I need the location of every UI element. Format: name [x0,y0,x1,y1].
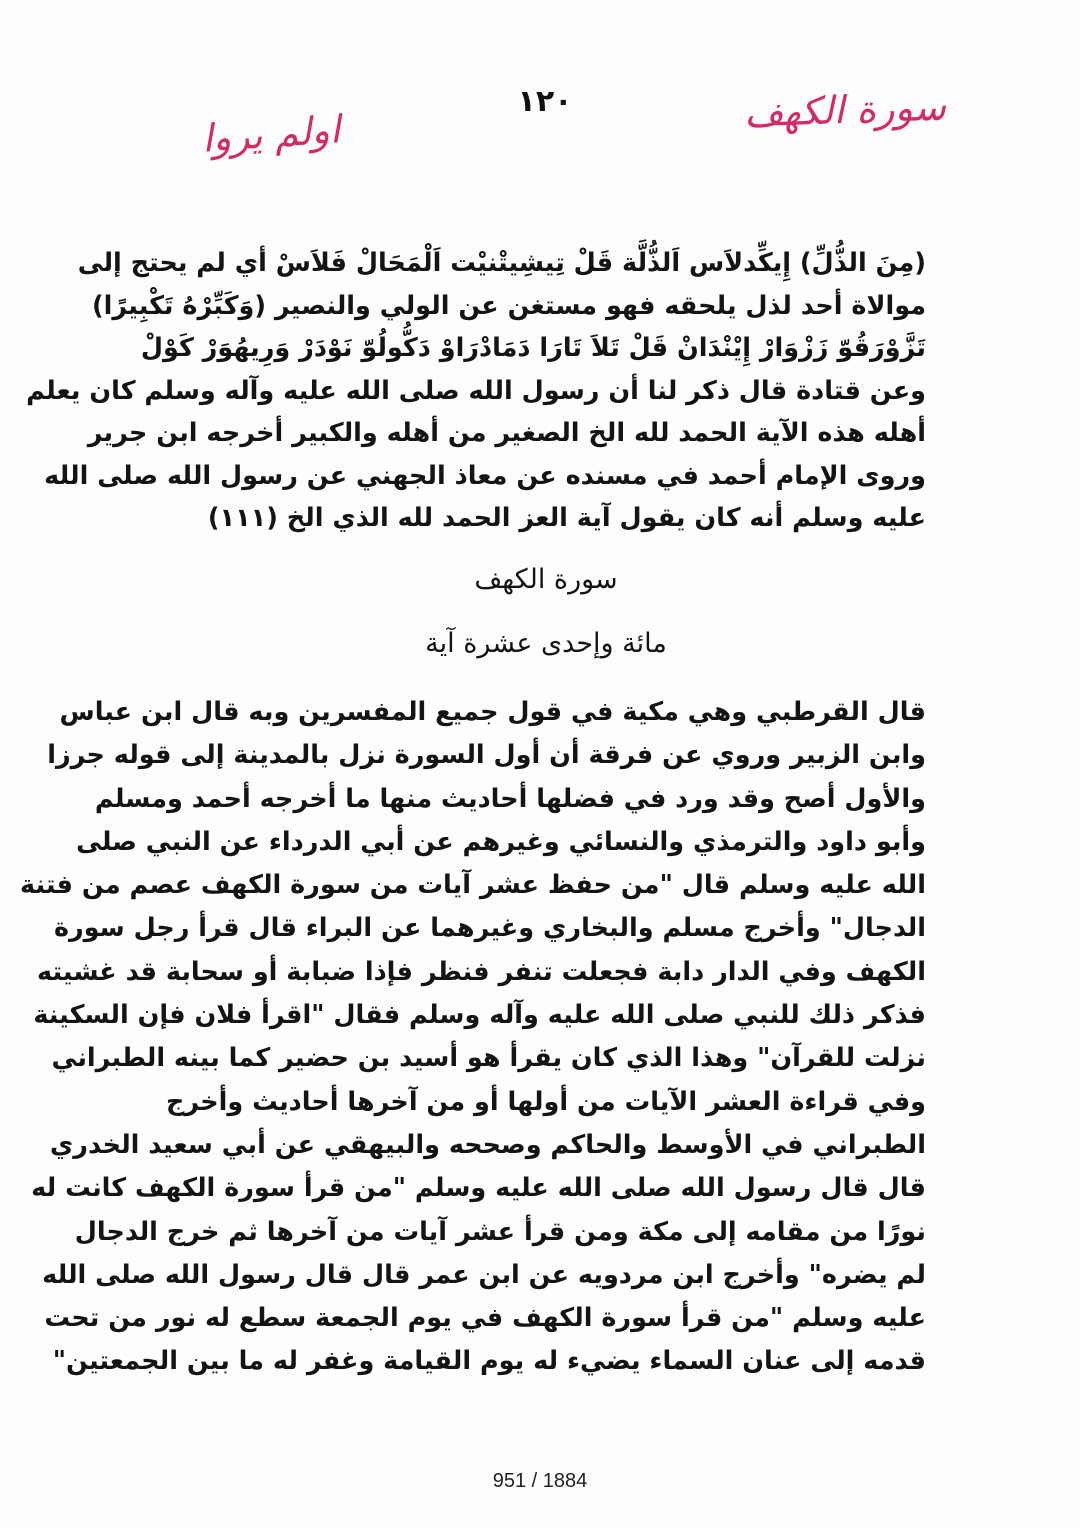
text-line: نزلت للقرآن" وهذا الذي كان يقرأ هو أسيد بن حضير كما بينه الطبراني [51,1043,926,1074]
text-line: الله عليه وسلم قال "من حفظ عشر آيات من سورة الكهف عصم من فتنة [20,870,926,901]
pagination-indicator: 951 / 1884 [492,1470,588,1492]
text-line: عليه وسلم أنه كان يقول آية العز الحمد لله الذي الخ (١١١) [207,503,926,533]
text-line: الدجال" وأخرج مسلم والبخاري وغيرهما عن البراء قال قرأ رجل سورة [53,913,926,944]
surah-heading: سورة الكهف [474,564,618,595]
text-line: لم يضره" وأخرج ابن مردويه عن ابن عمر قال قال رسول الله صلى الله [42,1259,926,1290]
text-line: قال القرطبي وهي مكية في قول جميع المفسرين وبه قال ابن عباس [59,697,926,727]
text-line: وروى الإمام أحمد في مسنده عن معاذ الجهني عن رسول الله صلى الله [44,460,926,491]
text-line: فذكر ذلك للنبي صلى الله عليه وآله وسلم فقال "اقرأ فلان فإن السكينة [33,1000,926,1031]
text-line: قال قال رسول الله صلى الله عليه وسلم "من قرأ سورة الكهف كانت له [31,1173,926,1204]
text-line: وأبو داود والترمذي والنسائي وغيرهم عن أبي الدرداء عن النبي صلى [76,826,926,857]
text-line: وعن قتادة قال ذكر لنا أن رسول الله صلى الله عليه وآله وسلم كان يعلم [26,375,926,406]
text-line: الكهف وفي الدار دابة فجعلت تنفر فنظر فإذا ضبابة أو سحابة قد غشيته [37,956,926,987]
text-block-surah-intro [20,691,926,1384]
text-block-previous-surah [26,242,926,540]
verse-count-heading: مائة وإحدى عشرة آية [425,628,667,659]
handwritten-note-surah: سورة الكهف [743,84,947,136]
page-number: ١٢٠ [517,84,573,119]
text-line: عليه وسلم "من قرأ سورة الكهف في يوم الجمعة سطع له نور من تحت [44,1303,926,1334]
text-line: وفي قراءة العشر الآيات من أولها أو من آخرها أحاديث وأخرج [166,1086,926,1117]
text-line: موالاة أحد لذل يلحقه فهو مستغن عن الولي والنصير (وَكَبِّرْهُ تَكْبِيرًا) [92,290,926,321]
text-line: (مِنَ الذُّلِّ) إِيكِّدلاَس اَلذُّلَّة قَلْ تِيشِيتْنيْت اَلْمَحَالْ فَلاَسْ أي لم يحتج إلى [77,248,926,278]
text-line: أهله هذه الآية الحمد لله الخ الصغير من أهله والكبير أخرجه ابن جرير [87,418,926,448]
text-line: نورًا من مقامه إلى مكة ومن قرأ عشر آيات من آخرها ثم خرج الدجال [74,1216,926,1247]
text-line: والأول أصح وقد ورد في فضلها أحاديث منها ما أخرجه أحمد ومسلم [94,783,926,814]
text-line: قدمه إلى عنان السماء يضيء له يوم القيامة وغفر له ما بين الجمعتين" [52,1346,926,1377]
handwritten-note-left: اولم يروا [200,107,342,161]
text-line: وابن الزبير وروي عن فرقة أن أول السورة نزل بالمدينة إلى قوله جرزا [47,740,926,771]
text-line: الطبراني في الأوسط والحاكم وصححه والبيهقي عن أبي سعيد الخدري [49,1129,926,1160]
text-line: تَزَّوْرَقُوّ زَزْوَارْ إِيْنْدَانْ قَلْ تَلاَ تَارَا دَمَادْرَاوْ دَكُّولُوّ نَوْدَرْ وَرِيهُوَرْ كَوْلْ [140,333,926,363]
